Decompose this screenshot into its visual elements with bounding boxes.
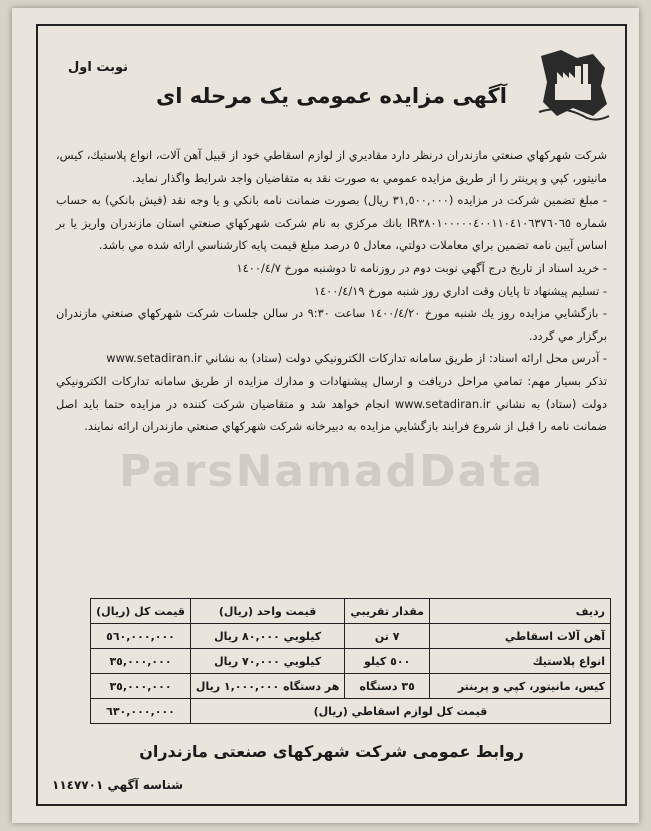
industrial-estates-logo-icon (533, 46, 611, 122)
row-total: ٣٥,٠٠٠,٠٠٠ (91, 649, 191, 674)
table-total-row (91, 699, 611, 724)
row-item: كيس، مانيتور، كپي و پرينتر (430, 674, 611, 699)
address-text: - آدرس محل ارائه اسناد: از طريق سامانه تداركات الكترونيكي دولت (ستاد) به نشاني (205, 351, 607, 366)
submission-paragraph: - تسليم پيشنهاد تا پايان وقت اداري روز شنبه مورخ ١٤٠٠/٤/١٩ (313, 283, 607, 298)
header-unit-price: قيمت واحد (ريال) (190, 599, 344, 624)
address-url: www.setadiran.ir (106, 351, 202, 366)
row-item: آهن آلات اسقاطي (430, 624, 611, 649)
table-row (91, 624, 611, 649)
address-paragraph (56, 347, 607, 370)
row-qty: ٥٠٠ كيلو (345, 649, 430, 674)
table-header-row (91, 599, 611, 624)
row-unit-price: هر دستگاه ١,٠٠٠,٠٠٠ ريال (190, 674, 344, 699)
note-text-1: تذكر بسيار مهم: تمامي مراحل دريافت و ارسال پيشنهادات و مدارك مزايده از طريق سامانه تداركات الكترونيكي دولت (ستاد) به نشاني (56, 373, 607, 411)
header-qty: مقدار تقريبي (345, 599, 430, 624)
ad-id: شناسه آگهي ١١٤٧٧٠١ (52, 778, 184, 792)
note-paragraph (56, 370, 607, 438)
total-value: ٦٣٠,٠٠٠,٠٠٠ (91, 699, 191, 724)
turn-label: نوبت اول (68, 60, 129, 75)
total-label: قيمت كل لوازم اسقاطي (ريال) (190, 699, 610, 724)
ad-body (56, 144, 607, 438)
header-total-price: قيمت كل (ريال) (91, 599, 191, 624)
intro-paragraph: شرکت شهرکهاي صنعتي مازندران درنظر دارد مقاديري از لوازم اسقاطي خود از قبيل آهن آلات، انواع پلاستيك، كيس، مانيتور، كپي و پرينتر را از طريق مزايده عمومي به صورت نقد به متقاضيان واجد شرايط واگذار نمايد. (56, 148, 607, 185)
newspaper-clipping (12, 8, 639, 823)
auction-ad-frame (36, 24, 627, 806)
note-url: www.setadiran.ir (394, 396, 491, 411)
row-unit-price: كيلويي ٧٠,٠٠٠ ريال (190, 649, 344, 674)
opening-paragraph: - بازگشايي مزايده روز يك شنبه مورخ ١٤٠٠/٤/٢٠ ساعت ٩:٣٠ در سالن جلسات شركت شهركهاي صنعتي مازندران برگزار مي گردد. (56, 306, 608, 343)
header-item: رديف (430, 599, 611, 624)
note-text-2: انجام خواهد شد و متقاضيان شركت كننده در مزايده حتما بايد اصل ضمانت نامه را قبل از شروع فرايند بازگشايي مزايده به دبيرخانه شركت شهركهاي صنعتي مازندران ارائه نمايند. (56, 396, 607, 434)
row-total: ٣٥,٠٠٠,٠٠٠ (91, 674, 191, 699)
purchase-paragraph: - خريد اسناد از تاريخ درج آگهي نوبت دوم در روزنامه تا دوشنبه مورخ ١٤٠٠/٤/٧ (236, 260, 607, 275)
table-row (91, 649, 611, 674)
row-item: انواع پلاستيك (430, 649, 611, 674)
signature: روابط عمومی شرکت شهرکهای صنعتی مازندران (139, 742, 524, 761)
table-row (91, 674, 611, 699)
deposit-paragraph: - مبلغ تضمين شركت در مزايده (٣١,٥٠٠,٠٠٠ ريال) بصورت ضمانت نامه بانكي و يا وجه نقد (فيش بانكي) به حساب شماره IR٣٨٠١٠٠٠٠٠٤٠٠١١٠٤١٠٦٣٧٦٠٦٥ بانك مركزي به نام شركت شهركهاي صنعتي استان مازندران واريز يا بر اساس آيين نامه تضمين براي معاملات دولتي، معادل ٥ درصد مبلغ قيمت پايه كارشناسي ارائه شده مي باشد. (56, 193, 607, 253)
items-table (90, 598, 611, 724)
row-qty: ٣٥ دستگاه (345, 674, 430, 699)
row-total: ٥٦٠,٠٠٠,٠٠٠ (91, 624, 191, 649)
ad-title: آگهی مزایده عمومی یک مرحله ای (156, 84, 507, 108)
row-unit-price: كيلويي ٨٠,٠٠٠ ريال (190, 624, 344, 649)
watermark: ParsNamadData (118, 446, 545, 497)
row-qty: ٧ تن (345, 624, 430, 649)
